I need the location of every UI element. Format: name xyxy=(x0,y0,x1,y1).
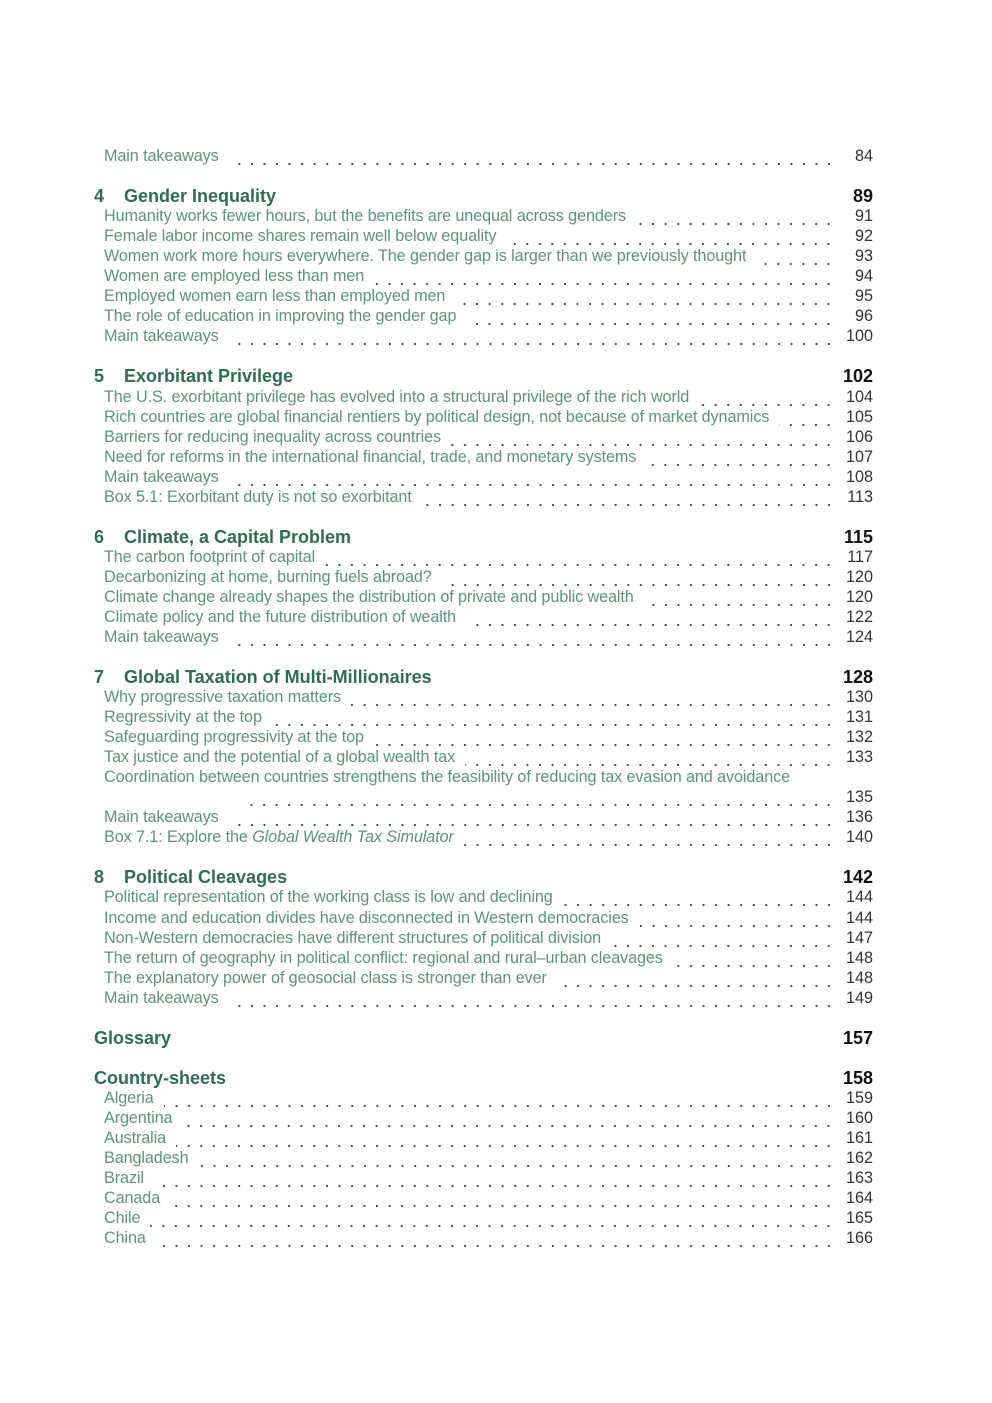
entry-page-number: 161 xyxy=(845,1128,873,1147)
entry-title-text: Australia xyxy=(104,1128,167,1147)
entry-title[interactable] xyxy=(104,887,553,907)
entry-page-number: 131 xyxy=(845,708,873,727)
entry-title-text: Box 5.1: Exorbitant duty is not so exorbitant xyxy=(104,487,412,506)
entry-title-text: Why progressive taxation matters xyxy=(104,688,342,707)
entry-page-number: 159 xyxy=(845,1088,873,1107)
chapter-title[interactable]: Country-sheets xyxy=(94,1067,227,1088)
entry-page-number: 122 xyxy=(845,607,873,626)
toc-entry[interactable] xyxy=(94,587,873,607)
entry-title[interactable] xyxy=(104,427,441,447)
entry-title[interactable] xyxy=(104,587,634,607)
dot-leader xyxy=(244,787,835,807)
dot-leader xyxy=(466,607,835,627)
dot-leader xyxy=(351,687,835,707)
chapter-heading[interactable] xyxy=(94,1028,873,1048)
entry-title[interactable] xyxy=(104,266,364,286)
chapter-title[interactable]: Political Cleavages xyxy=(124,867,288,888)
entry-title[interactable] xyxy=(104,246,746,266)
chapter-heading[interactable] xyxy=(94,186,873,206)
toc-entry[interactable] xyxy=(94,146,873,166)
entry-title-text: The carbon footprint of capital xyxy=(104,547,316,566)
toc-entry[interactable] xyxy=(94,727,873,747)
chapter-title[interactable]: Climate, a Capital Problem xyxy=(124,526,352,547)
dot-leader xyxy=(506,226,835,246)
entry-page-number: 95 xyxy=(854,287,873,306)
toc-entry[interactable] xyxy=(94,1228,873,1248)
dot-leader xyxy=(464,827,835,847)
entry-page-number: 105 xyxy=(845,407,873,426)
dot-leader xyxy=(779,407,835,427)
entry-title-text: Climate policy and the future distribution of wealth xyxy=(104,607,457,626)
dot-leader xyxy=(182,1108,835,1128)
chapter-number: 5 xyxy=(94,366,105,387)
entry-page-number: 133 xyxy=(845,748,873,767)
toc-entry[interactable] xyxy=(94,907,873,927)
entry-page-number: 165 xyxy=(845,1209,873,1228)
dot-leader xyxy=(466,306,835,326)
entry-title[interactable] xyxy=(104,326,219,346)
entry-title-text: Argentina xyxy=(104,1108,173,1127)
entry-title-text: Chile xyxy=(104,1209,141,1228)
entry-title[interactable] xyxy=(104,948,663,968)
entry-title-text: Algeria xyxy=(104,1088,154,1107)
entry-title[interactable] xyxy=(104,968,547,988)
dot-leader xyxy=(644,587,835,607)
entry-page-number: 136 xyxy=(845,808,873,827)
dot-leader xyxy=(156,1228,835,1248)
entry-title[interactable] xyxy=(104,146,219,166)
dot-leader xyxy=(451,427,835,447)
entry-page-number: 108 xyxy=(845,467,873,486)
entry-page-number: 144 xyxy=(845,888,873,907)
entry-title[interactable] xyxy=(104,447,636,467)
dot-leader xyxy=(272,707,835,727)
toc-entry[interactable] xyxy=(94,1108,873,1128)
entry-title[interactable] xyxy=(104,807,219,827)
entry-title[interactable] xyxy=(104,286,445,306)
toc-entry[interactable] xyxy=(94,386,873,406)
entry-title[interactable] xyxy=(104,928,601,948)
entry-title-text: Employed women earn less than employed men xyxy=(104,287,446,306)
dot-leader xyxy=(229,146,835,166)
toc-entry[interactable] xyxy=(94,447,873,467)
entry-page-number: 162 xyxy=(845,1148,873,1167)
entry-title-text: Main takeaways xyxy=(104,147,219,166)
entry-title-text: Box 7.1: Explore the xyxy=(104,828,253,847)
entry-title[interactable] xyxy=(104,306,456,326)
entry-title-text: Income and education divides have disconnected in Western democracies xyxy=(104,908,629,927)
entry-title[interactable] xyxy=(104,767,868,787)
entry-title[interactable] xyxy=(104,1208,140,1228)
dot-leader xyxy=(199,1148,835,1168)
entry-page-number: 100 xyxy=(845,327,873,346)
chapter-page-number: 89 xyxy=(852,186,873,207)
toc-entry[interactable] xyxy=(94,567,873,587)
dot-leader xyxy=(673,948,835,968)
entry-title[interactable] xyxy=(104,206,626,226)
dot-leader xyxy=(374,727,835,747)
chapter-page-number: 158 xyxy=(842,1067,873,1088)
chapter-page-number: 142 xyxy=(842,867,873,888)
entry-page-number: 93 xyxy=(854,247,873,266)
toc-entry[interactable] xyxy=(94,607,873,627)
entry-page-number: 163 xyxy=(845,1169,873,1188)
toc-entry[interactable] xyxy=(94,707,873,727)
entry-title-text: Need for reforms in the international financial, trade, and monetary systems xyxy=(104,447,637,466)
entry-title-text: Climate change already shapes the distribution of private and public wealth xyxy=(104,587,634,606)
entry-title-text: Non-Western democracies have different structures of political division xyxy=(104,928,602,947)
toc-entry[interactable] xyxy=(94,887,873,907)
toc-entry[interactable] xyxy=(94,547,873,567)
chapter-heading[interactable] xyxy=(94,527,873,547)
toc-entry[interactable] xyxy=(94,1088,873,1108)
entry-title-text: The return of geography in political conflict: regional and rural–urban cleavages xyxy=(104,948,663,967)
entry-title-text: The U.S. exorbitant privilege has evolved into a structural privilege of the rich world xyxy=(104,387,690,406)
entry-title-text: Barriers for reducing inequality across countries xyxy=(104,427,441,446)
entry-title-text: Tax justice and the potential of a global wealth tax xyxy=(104,748,456,767)
entry-title[interactable] xyxy=(104,226,496,246)
entry-title[interactable] xyxy=(104,1188,160,1208)
chapter-title[interactable]: Global Taxation of Multi-Millionaires xyxy=(124,667,432,688)
chapter-heading[interactable] xyxy=(94,667,873,687)
entry-page-number: 130 xyxy=(845,688,873,707)
entry-page-number: 106 xyxy=(845,427,873,446)
chapter-number: 8 xyxy=(94,867,105,888)
table-of-contents xyxy=(94,146,873,1248)
dot-leader xyxy=(229,627,835,647)
entry-title-text: Brazil xyxy=(104,1169,144,1188)
entry-title[interactable] xyxy=(104,747,455,767)
chapter-heading[interactable] xyxy=(94,1068,873,1088)
dot-leader xyxy=(150,1208,835,1228)
toc-entry[interactable] xyxy=(94,427,873,447)
dot-leader xyxy=(325,547,835,567)
entry-page-number: 140 xyxy=(845,828,873,847)
chapter-heading[interactable] xyxy=(94,867,873,887)
entry-title-text: Safeguarding progressivity at the top xyxy=(104,728,364,747)
dot-leader xyxy=(563,887,835,907)
entry-title[interactable] xyxy=(104,988,219,1008)
entry-page-number: 120 xyxy=(845,587,873,606)
entry-title-text: Main takeaways xyxy=(104,467,219,486)
toc-entry[interactable] xyxy=(94,286,873,306)
entry-title-text: Women work more hours everywhere. The gender gap is larger than we previously thought xyxy=(104,247,747,266)
entry-title-text: The role of education in improving the gender gap xyxy=(104,307,457,326)
dot-leader xyxy=(611,928,835,948)
dot-leader xyxy=(646,447,835,467)
dot-leader xyxy=(422,487,835,507)
toc-entry[interactable] xyxy=(94,226,873,246)
entry-page-number: 149 xyxy=(845,988,873,1007)
dot-leader xyxy=(229,807,835,827)
entry-title[interactable] xyxy=(104,1088,154,1108)
chapter-page-number: 128 xyxy=(842,667,873,688)
entry-page-number: 144 xyxy=(845,908,873,927)
toc-entry[interactable] xyxy=(94,1188,873,1208)
entry-title-text: Main takeaways xyxy=(104,628,219,647)
entry-page-number: 160 xyxy=(845,1108,873,1127)
entry-page-number: 120 xyxy=(845,567,873,586)
chapter-page-number: 102 xyxy=(842,366,873,387)
entry-page-number: 164 xyxy=(845,1189,873,1208)
dot-leader xyxy=(374,266,835,286)
entry-title[interactable] xyxy=(104,707,262,727)
chapter-title[interactable]: Exorbitant Privilege xyxy=(124,366,294,387)
entry-title-text: Women are employed less than men xyxy=(104,267,365,286)
entry-page-number: 148 xyxy=(845,948,873,967)
entry-title-text: Female labor income shares remain well below equality xyxy=(104,227,497,246)
entry-title-text: Coordination between countries strengthens the feasibility of reducing tax evasion and avoidance xyxy=(104,768,791,787)
entry-title[interactable] xyxy=(104,827,454,847)
entry-title-text: Canada xyxy=(104,1189,161,1208)
entry-page-number: 92 xyxy=(854,227,873,246)
toc-entry[interactable] xyxy=(94,1128,873,1148)
dot-leader xyxy=(442,567,835,587)
dot-leader xyxy=(465,747,835,767)
entry-page-number: 104 xyxy=(845,387,873,406)
entry-title-text: Main takeaways xyxy=(104,327,219,346)
entry-page-number: 124 xyxy=(845,628,873,647)
entry-title[interactable] xyxy=(104,1228,146,1248)
toc-entry[interactable] xyxy=(94,467,873,487)
entry-page-number: 96 xyxy=(854,307,873,326)
entry-page-number: 166 xyxy=(845,1229,873,1248)
chapter-number: 7 xyxy=(94,667,105,688)
toc-entry[interactable] xyxy=(94,988,873,1008)
dot-leader xyxy=(639,908,835,928)
dot-leader xyxy=(455,286,835,306)
entry-title[interactable] xyxy=(104,1108,172,1128)
toc-entry[interactable] xyxy=(94,407,873,427)
toc-entry[interactable] xyxy=(94,627,873,647)
entry-title-text: Main takeaways xyxy=(104,988,219,1007)
entry-title-text: Rich countries are global financial rentiers by political design, not because of market dynamics xyxy=(104,407,770,426)
toc-entry[interactable] xyxy=(94,747,873,767)
chapter-number: 6 xyxy=(94,526,105,547)
dot-leader xyxy=(756,246,835,266)
entry-title[interactable] xyxy=(104,607,456,627)
dot-leader xyxy=(229,326,835,346)
toc-entry[interactable] xyxy=(94,1168,873,1188)
entry-title-text: Regressivity at the top xyxy=(104,708,262,727)
toc-entry[interactable] xyxy=(94,206,873,226)
toc-entry[interactable] xyxy=(94,968,873,988)
toc-entry[interactable] xyxy=(94,1148,873,1168)
entry-title[interactable] xyxy=(104,727,364,747)
entry-page-number: 148 xyxy=(845,968,873,987)
entry-page-number: 113 xyxy=(847,487,873,506)
entry-title-text: China xyxy=(104,1229,146,1248)
entry-title[interactable] xyxy=(104,1128,166,1148)
toc-entry[interactable] xyxy=(94,266,873,286)
entry-title[interactable] xyxy=(104,687,341,707)
dot-leader xyxy=(636,206,835,226)
toc-entry[interactable] xyxy=(94,246,873,266)
chapter-number: 4 xyxy=(94,186,105,207)
entry-title[interactable] xyxy=(104,627,219,647)
entry-page-number: 84 xyxy=(854,147,873,166)
dot-leader xyxy=(170,1188,835,1208)
entry-page-number: 117 xyxy=(847,547,873,566)
entry-page-number: 107 xyxy=(845,447,873,466)
toc-entry[interactable] xyxy=(94,767,873,807)
dot-leader xyxy=(164,1088,835,1108)
toc-entry[interactable] xyxy=(94,1208,873,1228)
entry-page-number: 135 xyxy=(845,788,873,807)
entry-page-number: 94 xyxy=(854,267,873,286)
entry-title-text: Political representation of the working class is low and declining xyxy=(104,888,553,907)
toc-entry[interactable] xyxy=(94,948,873,968)
entry-page-number: 147 xyxy=(845,928,873,947)
entry-title[interactable] xyxy=(104,1148,189,1168)
entry-title[interactable] xyxy=(104,387,689,407)
entry-title-text: Humanity works fewer hours, but the benefits are unequal across genders xyxy=(104,207,626,226)
entry-title[interactable] xyxy=(104,407,769,427)
dot-leader xyxy=(229,467,835,487)
entry-title-italic: Global Wealth Tax Simulator xyxy=(252,828,454,847)
entry-page-number: 132 xyxy=(845,728,873,747)
entry-title[interactable] xyxy=(104,908,629,928)
toc-entry[interactable] xyxy=(94,827,873,847)
dot-leader xyxy=(176,1128,835,1148)
toc-entry[interactable] xyxy=(94,807,873,827)
entry-title-text: The explanatory power of geosocial class is stronger than ever xyxy=(104,968,547,987)
dot-leader xyxy=(154,1168,835,1188)
dot-leader xyxy=(229,988,835,1008)
entry-title[interactable] xyxy=(104,487,412,507)
dot-leader xyxy=(699,387,835,407)
toc-entry[interactable] xyxy=(94,687,873,707)
entry-title[interactable] xyxy=(104,547,315,567)
entry-title[interactable] xyxy=(104,467,219,487)
chapter-page-number: 157 xyxy=(842,1027,873,1048)
entry-page-number: 91 xyxy=(854,207,873,226)
toc-entry[interactable] xyxy=(94,487,873,507)
entry-title[interactable] xyxy=(104,567,432,587)
entry-title-text: Decarbonizing at home, burning fuels abroad? xyxy=(104,567,432,586)
chapter-page-number: 115 xyxy=(843,526,873,547)
toc-entry[interactable] xyxy=(94,306,873,326)
chapter-title[interactable]: Glossary xyxy=(94,1027,172,1048)
entry-title[interactable] xyxy=(104,1168,144,1188)
toc-entry[interactable] xyxy=(94,928,873,948)
entry-title-text: Main takeaways xyxy=(104,808,219,827)
chapter-heading[interactable] xyxy=(94,366,873,386)
chapter-title[interactable]: Gender Inequality xyxy=(124,186,277,207)
toc-entry[interactable] xyxy=(94,326,873,346)
dot-leader xyxy=(557,968,835,988)
entry-title-text: Bangladesh xyxy=(104,1148,189,1167)
